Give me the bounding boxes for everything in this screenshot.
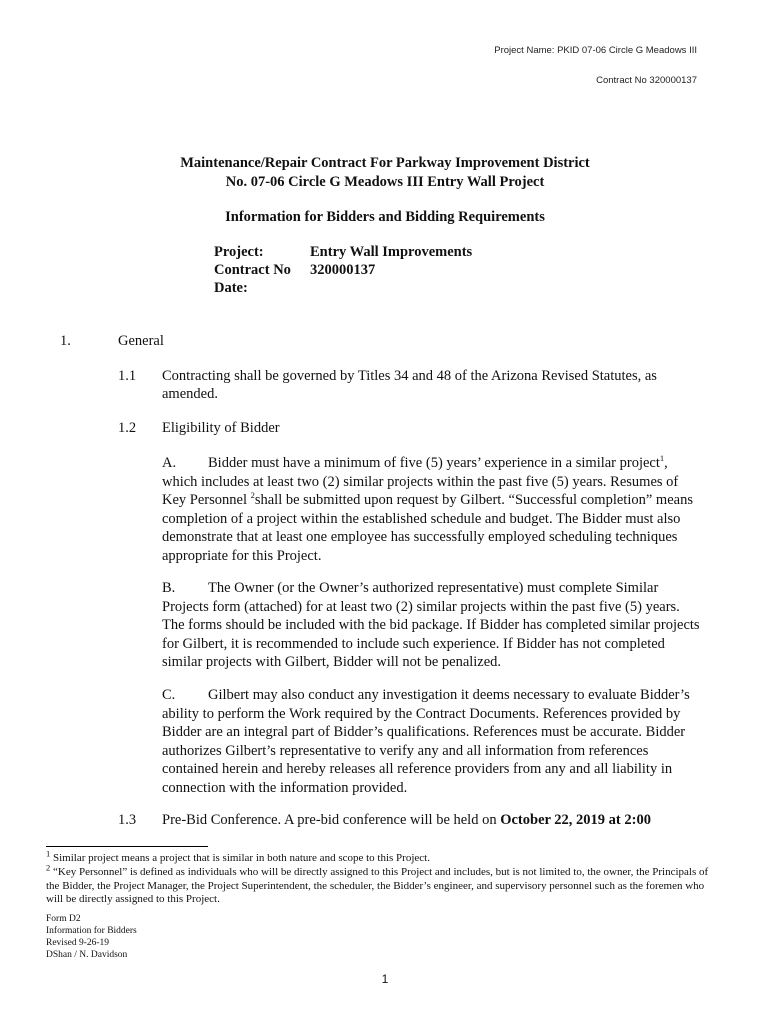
footnote-divider <box>46 846 208 847</box>
contract-label: Contract No <box>214 262 291 278</box>
subtitle: Information for Bidders and Bidding Requirements <box>225 209 545 225</box>
footnote-2-text: “Key Personnel” is defined as individuals who will be directly assigned to this Project and includes, but is not limited to, the owner, the Principals of the Bidder, the Project Manager, the Project Superintendent, the scheduler, the Bidder’s engineer, and supervisory personnel such as the foremen who will be directly assigned to this Project. <box>46 866 709 905</box>
contract-row <box>214 261 375 279</box>
project-value: Entry Wall Improvements <box>310 244 473 260</box>
section-1-3-number: 1.3 <box>118 812 137 828</box>
header-project-name: Project Name: PKID 07-06 Circle G Meadows III <box>494 45 697 56</box>
paragraph-a <box>162 454 702 565</box>
section-1-heading: General <box>118 333 164 349</box>
form-line-2: Information for Bidders <box>46 926 137 936</box>
contract-value: 320000137 <box>310 262 376 278</box>
footnote-1-text: Similar project means a project that is similar in both nature and scope to this Project. <box>53 852 430 864</box>
section-1-3-date: October 22, 2019 at 2:00 <box>500 812 651 828</box>
paragraph-c-label: C. <box>162 687 176 703</box>
paragraph-a-text-2: , which includes at least two (2) similar projects within the past five (5) years. Resumes of Key Personnel <box>162 455 679 508</box>
footnote-1 <box>46 848 718 866</box>
footnote-2-mark: 2 <box>46 862 51 873</box>
section-1-number: 1. <box>60 333 71 349</box>
header-contract-no: Contract No 320000137 <box>596 75 697 86</box>
section-1-2-heading: Eligibility of Bidder <box>162 420 280 436</box>
section-1-3-text-plain: Pre-Bid Conference. A pre-bid conference will be held on <box>162 812 501 828</box>
paragraph-a-label: A. <box>162 455 177 471</box>
section-1-2-number: 1.2 <box>118 420 137 436</box>
project-row <box>214 243 472 261</box>
footnote-1-mark: 1 <box>46 848 51 859</box>
footnote-ref-2: 2 <box>250 490 255 501</box>
date-row <box>214 279 310 297</box>
paragraph-c-text: Gilbert may also conduct any investigation it deems necessary to evaluate Bidder’s ability to perform the Work required by the Contract Documents. References provided by Bidder are an integral part of Bidder’s qualifications. References must be accurate. Bidder authorizes Gilbert’s representative to verify any and all information from references contained herein and hereby releases all reference providers from any and all liability in connection with the information provided. <box>162 687 690 796</box>
page-number: 1 <box>381 972 389 986</box>
footnote-2 <box>46 862 718 907</box>
section-1-1-line-1: Contracting shall be governed by Titles 34 and 48 of the Arizona Revised Statutes, as <box>162 368 657 384</box>
section-1-1-number: 1.1 <box>118 368 137 384</box>
footnote-ref-1: 1 <box>659 453 665 464</box>
paragraph-b-text: The Owner (or the Owner’s authorized representative) must complete Similar Projects form (attached) for at least two (2) similar projects within the past five (5) years. The forms should be included with the bid package. If Bidder has completed similar projects for Gilbert, it is recommended to include such experience. If Bidder has not completed similar projects with Gilbert, Bidder will not be penalized. <box>162 580 700 670</box>
date-label: Date: <box>214 280 248 296</box>
title-line-1: Maintenance/Repair Contract For Parkway Improvement District <box>180 155 590 171</box>
paragraph-a-text-1: Bidder must have a minimum of five (5) years’ experience in a similar project <box>208 455 660 471</box>
form-line-1: Form D2 <box>46 914 81 924</box>
title-line-2: No. 07-06 Circle G Meadows III Entry Wall Project <box>225 174 545 190</box>
paragraph-a-text-3: shall be submitted upon request by Gilbert. “Successful completion” means completion of a project within the established schedule and budget. The Bidder must also demonstrate that at least one employee has successfully employed scheduling techniques appropriate for this Project. <box>162 492 693 564</box>
section-1-3-text <box>162 811 651 830</box>
form-line-3: Revised 9-26-19 <box>46 938 110 948</box>
section-1-1-line-2: amended. <box>162 386 218 402</box>
paragraph-b-label: B. <box>162 580 176 596</box>
paragraph-b <box>162 579 702 672</box>
form-line-4: DShan / N. Davidson <box>46 950 128 960</box>
paragraph-c <box>162 686 702 797</box>
project-label: Project: <box>214 244 264 260</box>
